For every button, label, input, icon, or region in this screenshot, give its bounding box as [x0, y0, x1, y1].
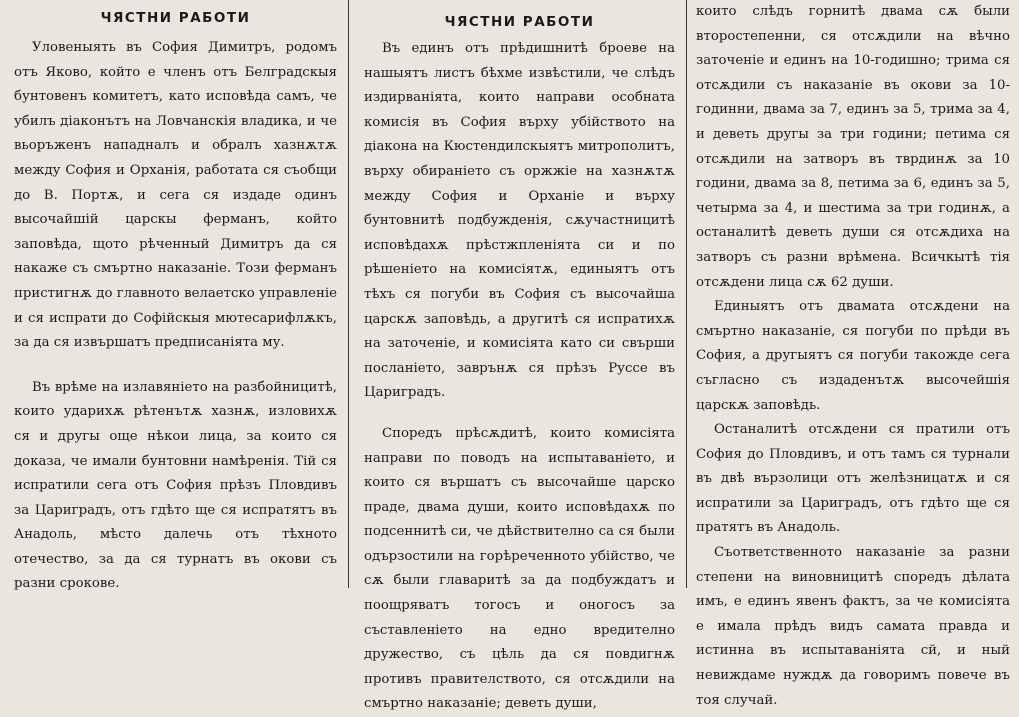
- column-3-paragraph-4: Съответственното наказаніе за разни степени на виновницитѣ споредъ дѣлата имъ, е единъ явенъ фактъ, за че комисіята е имала прѣдъ видъ самата правда и истинна въ испытаваніята сй, и ный невиждаме нуждѫ да говоримъ повече въ тоя случай.: [696, 545, 1010, 708]
- column-1: [6, 0, 343, 597]
- column-2-heading: ЧЯСТНИ РАБОТИ: [444, 14, 595, 30]
- column-3-paragraph-2: Единыятъ отъ двамата отсѫдени на смъртно наказаніе, ся погуби по прѣди въ София, а другыятъ ся погуби такожде сега съгласно съ издаденътѫ высочейшія царскѫ заповѣдь.: [696, 299, 1010, 413]
- column-1-heading: ЧЯСТНИ РАБОТИ: [100, 10, 251, 26]
- column-3-paragraph-1: които слѣдъ горнитѣ двама сѫ были второстепенни, ся отсѫдили на вѣчно заточеніе и единъ на 10-годишно; трима ся отсѫдили съ наказаніе въ окови за 10-годинни, двама за 7, единъ за 5, трима за 4, и деветь другы за три години; петима ся отсѫдили на затворъ въ тврдинѫ за 10 години, двама за 8, петима за 6, единъ за 5, четырма за 4, и шестима за три годинѫ, а останалитѣ деветь души ся отсѫдиха на затворъ съ разни врѣмена. Всичкытѣ тія отсѫдени лица сѫ 62 души.: [696, 4, 1010, 290]
- column-3: [690, 0, 1014, 713]
- column-1-paragraph-1: Уловеныять въ София Димитръ, родомъ отъ Яково, който е членъ отъ Белградскыя бунтовенъ комитетъ, като исповѣда самъ, че убилъ діаконътъ на Ловчанскія владика, и че вьоръженъ нападналъ и обралъ хазнѫтѫ между София и Орханія, работата ся съобщи до В. Портѫ, и сега ся издаде одинъ высочайшій царскы ферманъ, който заповѣда, щото рѣченный Димитръ да ся накаже съ смъртно наказаніе. Този ферманъ пристигнѫ до главното велаетско управленіе и ся испрати до Софійскыя мютесарифлѫкъ, за да ся извършатъ предписаніята му.: [14, 40, 337, 351]
- column-2: [356, 0, 681, 717]
- column-1-paragraph-2: Въ врѣме на излавяніето на разбойницитѣ, които ударихѫ рѣтенътѫ хазнѫ, изловихѫ ся и другы още нѣкои лица, за които ся доказа, че имали бунтовни намѣренія. Тій ся испратили сега отъ София прѣзъ Пловдивъ за Цариградъ, отъ гдѣто ще ся испратятъ въ Анадоль, мѣсто далечь отъ тѣхното отечество, за да ся турнатъ въ окови съ разни срокове.: [14, 379, 337, 592]
- column-3-paragraph-3: Останалитѣ отсѫдени ся пратили отъ София до Пловдивъ, и отъ тамъ ся турнали въ двѣ вързолици отъ желѣзницатѫ и ся испратили за Цариградъ, отъ гдѣто ще ся пратятъ въ Анадоль.: [696, 422, 1010, 536]
- column-divider-1: [348, 0, 349, 588]
- column-2-paragraph-1: Въ единъ отъ прѣдишнитѣ броеве на нашыятъ листъ бѣхме извѣстили, че слѣдъ издирваніята, които направи особната комисія въ София върху убійството на діакона на Кюстендилскыятъ митрополитъ, върху обираніето съ оржжіе на хазнѫтѫ между София и Орханіе и върху бунтовнитѣ подбужденія, сѫучастницитѣ исповѣдахѫ прѣстжпленіята си и по рѣшеніето на комисіятѫ, единыятъ отъ тѣхъ ся погуби въ София съ высочайша царскѫ заповѣдь, а другитѣ ся испратихѫ на заточеніе, и комисіята като си свърши посланіето, заврънѫ ся прѣзъ Руссе въ Цариградъ.: [364, 41, 675, 401]
- column-2-paragraph-2: Споредъ прѣсѫдитѣ, които комисіята направи по поводъ на испытаваніето, и които ся вършатъ съ высочайше царско праде, двама души, които исповѣдахѫ по подсеннитѣ си, че дѣйствително са ся были одързостили на горѣреченното убійство, че сѫ были главаритѣ за да подбуждатъ и поощряватъ тогосъ и оногосъ за съставленіето на едно вредително дружество, съ цѣль да ся повдигнѫ противъ правителството, ся отсѫдили на смъртно наказаніе; деветь души,: [364, 425, 675, 712]
- column-divider-2: [686, 0, 687, 588]
